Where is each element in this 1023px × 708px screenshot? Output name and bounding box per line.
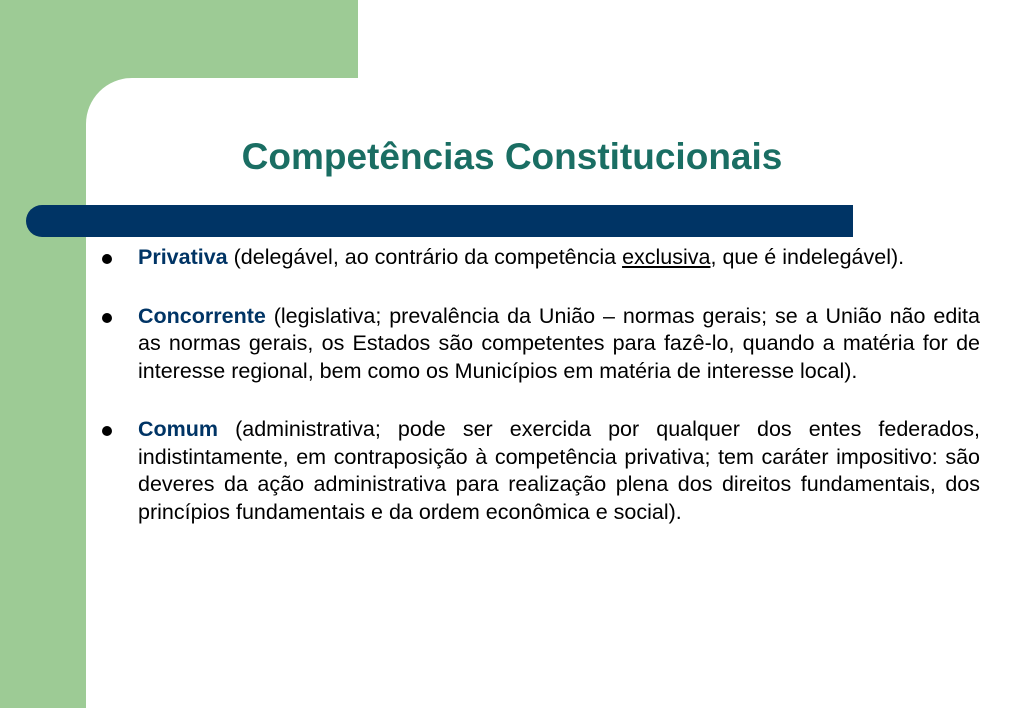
bullet-term: Concorrente (138, 303, 266, 328)
bullet-text: (legislativa; prevalência da União – normas gerais; se a União não edita as normas gerais, os Estados são competentes para fazê-lo, quando a matéria for de interesse regional, bem como os Municípios em matéria de interesse local). (138, 303, 980, 383)
slide-title: Competências Constitucionais (241, 136, 783, 177)
bullet-item-privativa (100, 244, 980, 272)
bullet-dot (102, 254, 112, 264)
bullet-dot (102, 313, 112, 323)
bullet-text: (delegável, ao contrário da competência (227, 245, 623, 269)
title-underline-bar (26, 205, 853, 237)
bullet-dot (102, 426, 112, 436)
bullet-item-concorrente (100, 303, 980, 386)
bullet-term: Privativa (138, 245, 228, 269)
bullet-text: , que é indelegável). (710, 245, 905, 269)
bullet-list (100, 244, 980, 557)
bullet-item-comum (100, 416, 980, 526)
bullet-underlined-text: exclusiva (622, 245, 711, 269)
bullet-text: (administrativa; pode ser exercida por qualquer dos entes federados, indistintamente, em contraposição à competência privativa; tem caráter impositivo: são deveres da ação administrativa para realização plena dos direitos fundamentais, dos princípios fundamentais e da ordem econômica e social). (138, 417, 980, 524)
bullet-term: Comum (138, 417, 219, 441)
